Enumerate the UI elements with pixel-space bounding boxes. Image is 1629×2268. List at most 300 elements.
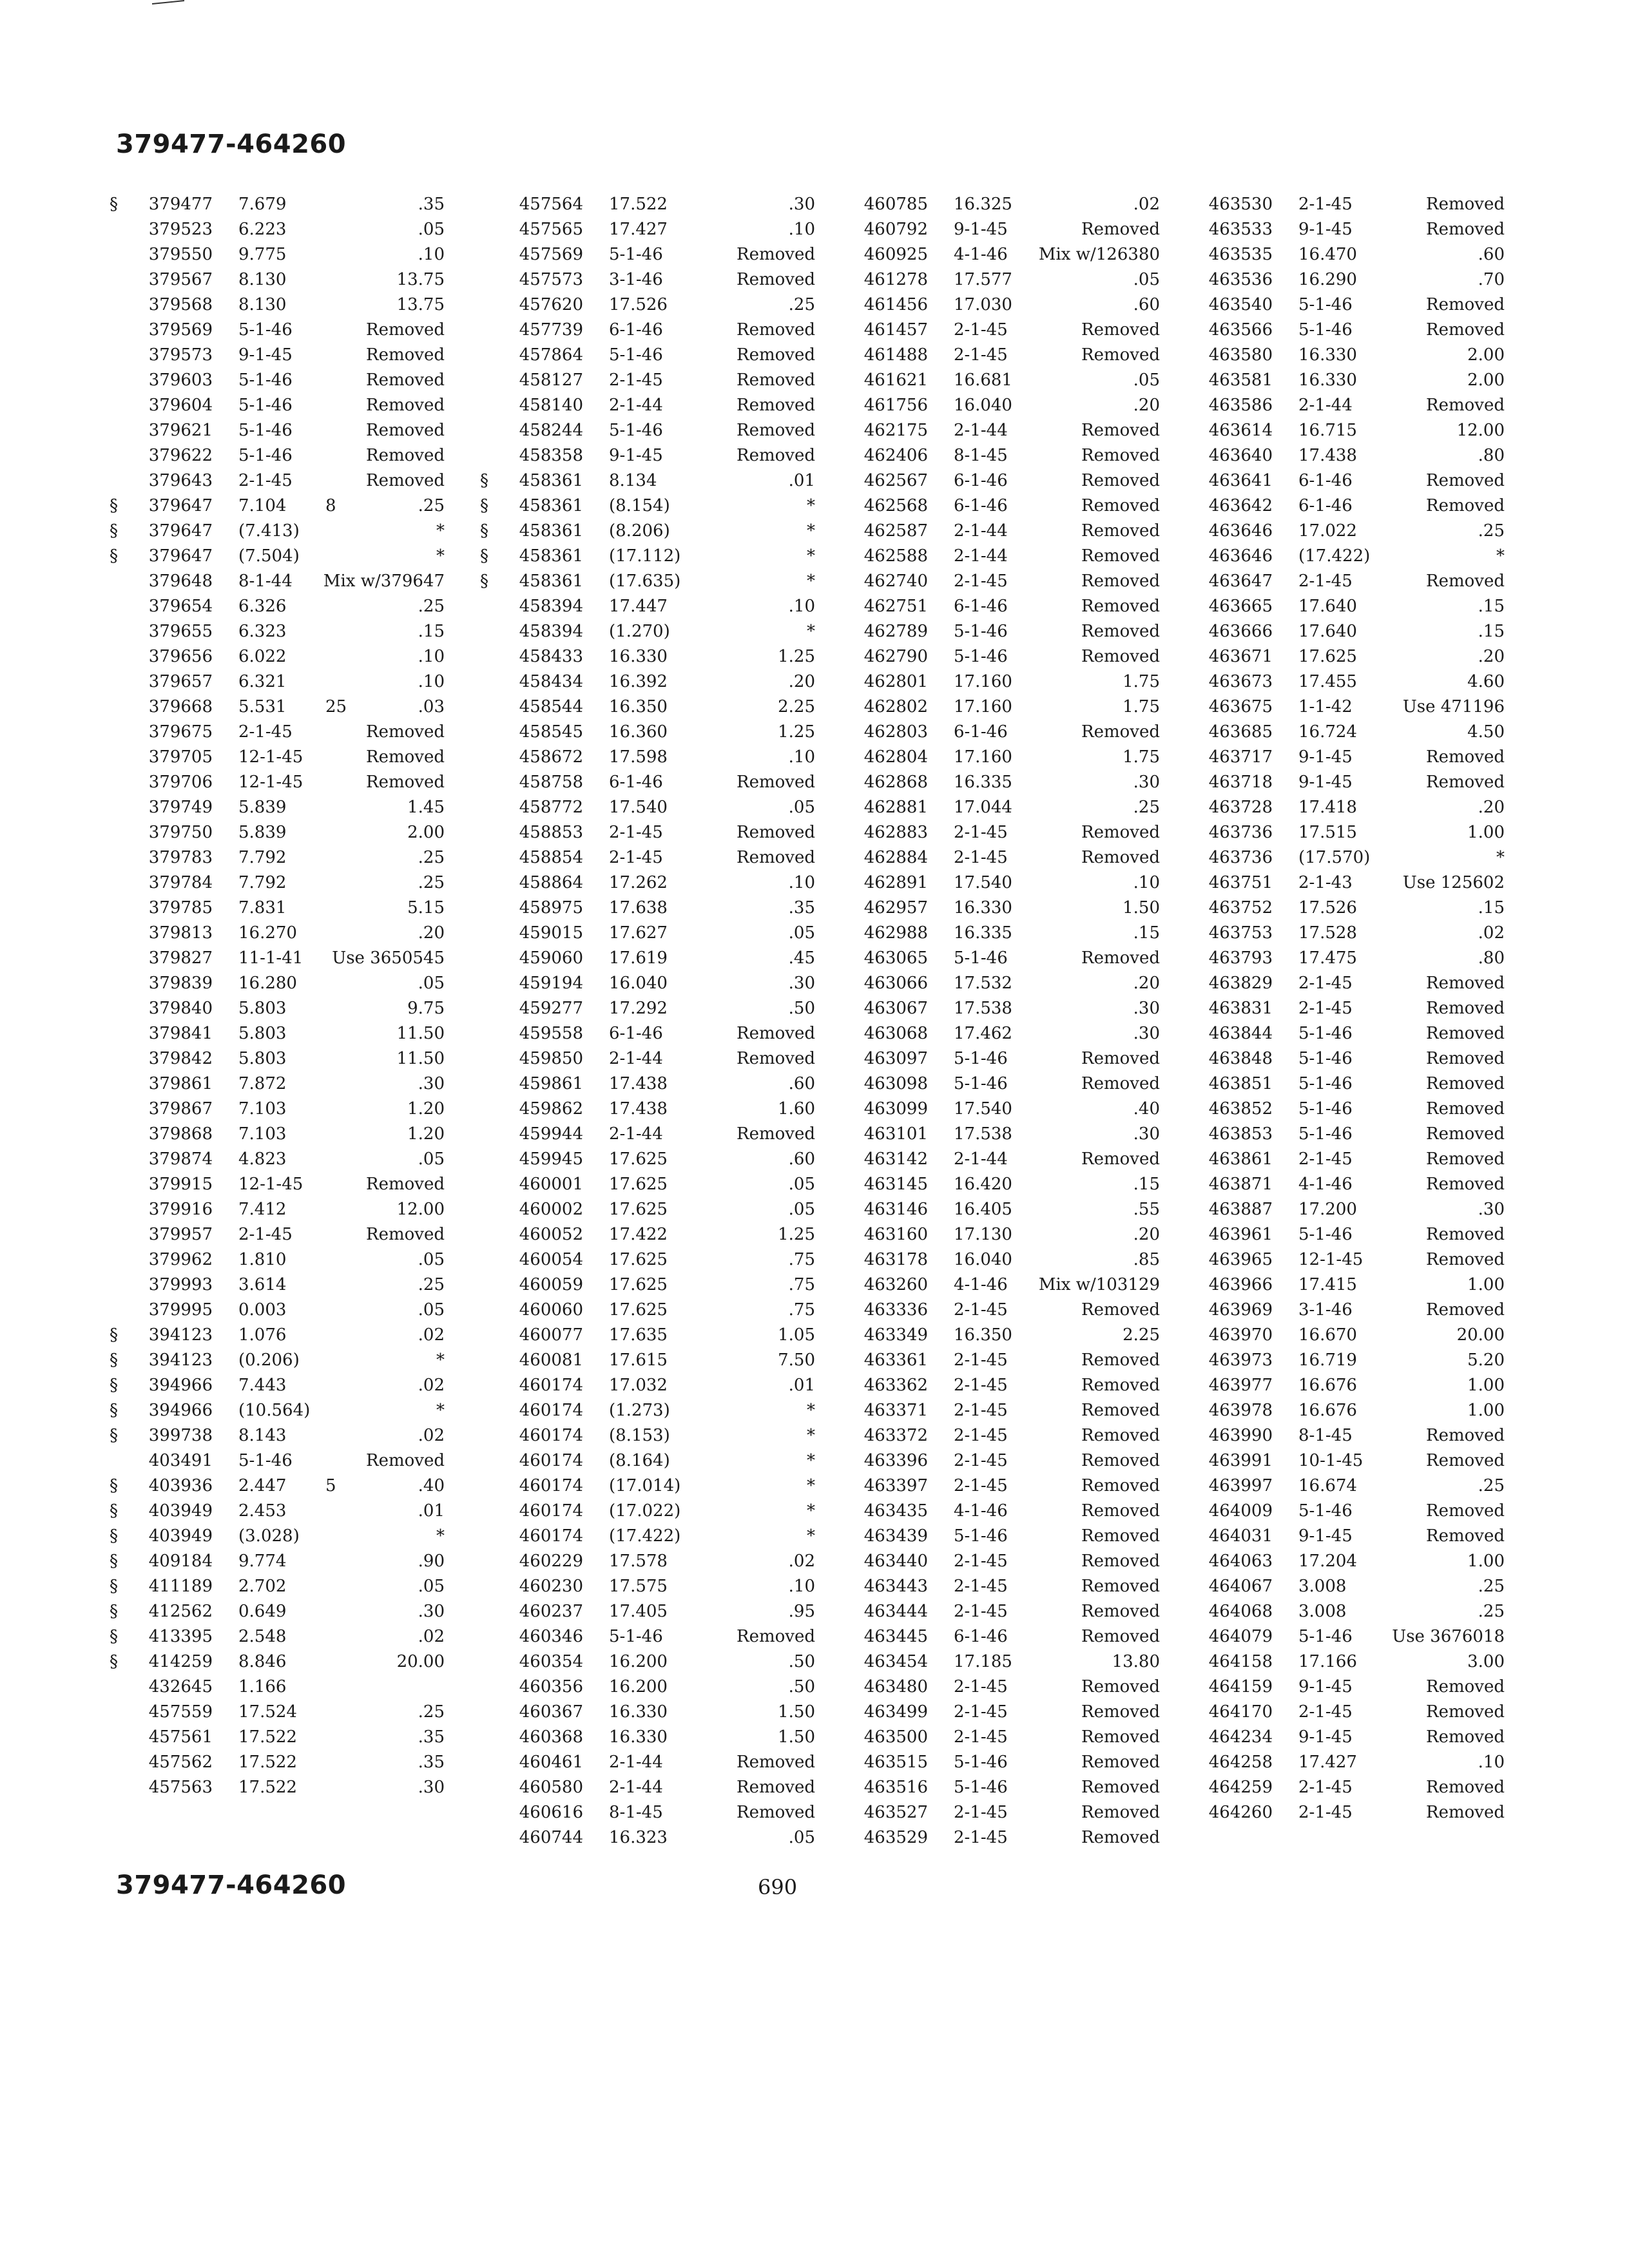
patent-value: 1.50 — [778, 1702, 815, 1722]
patent-number: 458394 — [519, 622, 583, 641]
table-row — [825, 443, 1160, 468]
table-row — [825, 669, 1160, 695]
patent-value: .05 — [418, 1250, 445, 1269]
patent-value: Mix w/379647 — [323, 572, 445, 591]
patent-value: * — [807, 496, 815, 515]
patent-value: Removed — [1081, 1627, 1160, 1646]
patent-date-or-rate: 5-1-46 — [238, 446, 293, 465]
patent-number: 463685 — [1208, 722, 1273, 742]
patent-value: Removed — [1426, 999, 1505, 1018]
patent-value: * — [807, 546, 815, 566]
patent-number: 460174 — [519, 1501, 583, 1521]
patent-number: 463336 — [863, 1300, 928, 1320]
patent-value: .05 — [418, 1300, 445, 1320]
patent-number: 459861 — [519, 1074, 583, 1093]
patent-date-or-rate: 2-1-45 — [954, 1602, 1008, 1621]
patent-date-or-rate: 9-1-45 — [1298, 747, 1353, 767]
patent-number: 457562 — [148, 1753, 213, 1772]
patent-number: 458545 — [519, 722, 583, 742]
patent-value: 1.00 — [1467, 1376, 1505, 1395]
patent-number: 379995 — [148, 1300, 213, 1320]
patent-number: 464079 — [1208, 1627, 1273, 1646]
patent-number: 379962 — [148, 1250, 213, 1269]
patent-value: Removed — [737, 1778, 815, 1797]
patent-value: 20.00 — [396, 1652, 445, 1671]
patent-date-or-rate: 8-1-45 — [609, 1803, 663, 1822]
patent-date-or-rate: 4-1-46 — [954, 245, 1008, 264]
patent-date-or-rate: (17.570) — [1298, 848, 1371, 867]
patent-date-or-rate: 16.280 — [238, 974, 297, 993]
patent-date-or-rate: 17.427 — [609, 220, 668, 239]
patent-date-or-rate: 17.625 — [609, 1149, 668, 1169]
patent-date-or-rate: 0.003 — [238, 1300, 287, 1320]
patent-number: 458544 — [519, 697, 583, 716]
table-row — [110, 996, 445, 1021]
patent-number: 463831 — [1208, 999, 1273, 1018]
patent-number: 460052 — [519, 1225, 583, 1244]
patent-date-or-rate: 16.715 — [1298, 421, 1357, 440]
patent-value: .10 — [788, 1577, 815, 1596]
patent-value: Removed — [1081, 496, 1160, 515]
patent-date-or-rate: 6-1-46 — [609, 1024, 663, 1043]
patent-date-or-rate: 2-1-43 — [1298, 873, 1353, 892]
patent-number: 463887 — [1208, 1200, 1273, 1219]
patent-date-or-rate: 12-1-45 — [238, 773, 304, 792]
patent-number: 463586 — [1208, 396, 1273, 415]
table-row — [1170, 1675, 1505, 1700]
patent-value: 12.00 — [396, 1200, 445, 1219]
patent-number: 432645 — [148, 1677, 213, 1696]
table-row — [1170, 1750, 1505, 1775]
patent-value: 1.60 — [778, 1099, 815, 1119]
patent-number: 379784 — [148, 873, 213, 892]
patent-number: 464031 — [1208, 1526, 1273, 1546]
patent-value: Removed — [366, 773, 445, 792]
patent-number: 463665 — [1208, 597, 1273, 616]
patent-date-or-rate: (17.422) — [609, 1526, 681, 1546]
patent-number: 463145 — [863, 1175, 928, 1194]
table-row — [1170, 1524, 1505, 1549]
patent-number: 459944 — [519, 1124, 583, 1144]
patent-date-or-rate: 17.422 — [609, 1225, 668, 1244]
patent-date-or-rate: 16.674 — [1298, 1476, 1357, 1495]
patent-date-or-rate: 2-1-45 — [954, 1577, 1008, 1596]
patent-number: 460054 — [519, 1250, 583, 1269]
patent-value: Removed — [1081, 1049, 1160, 1068]
patent-date-or-rate: 9-1-45 — [1298, 1677, 1353, 1696]
patent-value: Removed — [1426, 1677, 1505, 1696]
patent-number: 459862 — [519, 1099, 583, 1119]
scan-mark — [152, 0, 184, 5]
patent-value: .35 — [418, 1753, 445, 1772]
patent-value: .20 — [788, 672, 815, 691]
patent-value: Removed — [366, 1451, 445, 1470]
patent-value: 20.00 — [1456, 1325, 1505, 1345]
patent-value: Removed — [366, 345, 445, 365]
patent-value: Removed — [1081, 1828, 1160, 1847]
patent-date-or-rate: 16.330 — [609, 1727, 668, 1747]
patent-number: 463673 — [1208, 672, 1273, 691]
patent-value: Removed — [1426, 572, 1505, 591]
table-row — [110, 1097, 445, 1122]
table-row — [480, 1247, 815, 1273]
table-row — [1170, 1423, 1505, 1448]
patent-date-or-rate: 1.810 — [238, 1250, 287, 1269]
patent-date-or-rate: 17.640 — [1298, 622, 1357, 641]
patent-date-or-rate: 17.640 — [1298, 597, 1357, 616]
patent-number: 463454 — [863, 1652, 928, 1671]
patent-date-or-rate: (17.422) — [1298, 546, 1371, 566]
patent-number: 457573 — [519, 270, 583, 289]
patent-number: 463861 — [1208, 1149, 1273, 1169]
patent-value: .25 — [418, 848, 445, 867]
patent-value: Removed — [1426, 496, 1505, 515]
patent-value: .02 — [1133, 195, 1160, 214]
patent-number: 463717 — [1208, 747, 1273, 767]
patent-value: * — [807, 1501, 815, 1521]
patent-value: Removed — [737, 1803, 815, 1822]
section-mark: § — [110, 1350, 118, 1370]
patent-date-or-rate: 17.166 — [1298, 1652, 1357, 1671]
table-row — [1170, 896, 1505, 921]
patent-date-or-rate: 5-1-46 — [954, 1049, 1008, 1068]
patent-value: Removed — [1426, 471, 1505, 490]
patent-value: Removed — [737, 245, 815, 264]
patent-date-or-rate: 2-1-45 — [1298, 1149, 1353, 1169]
patent-date-or-rate: 17.418 — [1298, 798, 1357, 817]
patent-value: .60 — [1133, 295, 1160, 314]
patent-number: 463444 — [863, 1602, 928, 1621]
table-row — [825, 870, 1160, 896]
patent-number: 379785 — [148, 898, 213, 918]
patent-number: 463566 — [1208, 320, 1273, 340]
patent-number: 460174 — [519, 1426, 583, 1445]
patent-number: 394123 — [148, 1350, 213, 1370]
patent-value: 12.00 — [1456, 421, 1505, 440]
patent-date-or-rate: 17.538 — [954, 999, 1012, 1018]
patent-value: Removed — [1081, 421, 1160, 440]
patent-value: .10 — [1133, 873, 1160, 892]
patent-value: .15 — [1478, 597, 1505, 616]
table-row — [110, 1046, 445, 1072]
patent-date-or-rate: 5-1-46 — [1298, 295, 1353, 314]
table-row — [1170, 1474, 1505, 1499]
patent-number: 463991 — [1208, 1451, 1273, 1470]
table-row — [110, 242, 445, 267]
patent-number: 463146 — [863, 1200, 928, 1219]
table-row — [480, 1574, 815, 1599]
table-row — [110, 870, 445, 896]
patent-value: .30 — [1133, 1124, 1160, 1144]
table-row — [825, 1373, 1160, 1398]
table-row — [1170, 1197, 1505, 1222]
patent-number: 463435 — [863, 1501, 928, 1521]
table-row — [825, 770, 1160, 795]
patent-value: Removed — [737, 396, 815, 415]
patent-date-or-rate: 1-1-42 — [1298, 697, 1353, 716]
table-row — [1170, 1700, 1505, 1725]
patent-number: 463260 — [863, 1275, 928, 1294]
patent-number: 379813 — [148, 923, 213, 943]
patent-value: .75 — [788, 1300, 815, 1320]
patent-date-or-rate: 2-1-45 — [954, 848, 1008, 867]
patent-date-or-rate: 6-1-46 — [1298, 471, 1353, 490]
table-row — [1170, 820, 1505, 845]
patent-number: 462587 — [863, 521, 928, 541]
table-row — [825, 569, 1160, 594]
patent-date-or-rate: 2-1-44 — [609, 396, 663, 415]
table-row — [480, 242, 815, 267]
patent-date-or-rate: 4-1-46 — [954, 1275, 1008, 1294]
table-row — [110, 418, 445, 443]
patent-date-or-rate: 16.200 — [609, 1677, 668, 1696]
patent-date-or-rate: 8.130 — [238, 270, 287, 289]
patent-date-or-rate: 2-1-45 — [954, 1426, 1008, 1445]
patent-value: .30 — [1478, 1200, 1505, 1219]
table-row — [480, 946, 815, 971]
patent-value: Removed — [1081, 823, 1160, 842]
patent-value: .20 — [1133, 1225, 1160, 1244]
patent-date-or-rate: 17.540 — [954, 873, 1012, 892]
patent-number: 399738 — [148, 1426, 213, 1445]
table-row — [825, 494, 1160, 519]
table-row — [110, 770, 445, 795]
table-row — [825, 1072, 1160, 1097]
patent-date-or-rate: 17.160 — [954, 672, 1012, 691]
patent-value: Removed — [1081, 1300, 1160, 1320]
table-row — [110, 217, 445, 242]
patent-value: Removed — [366, 747, 445, 767]
patent-value: 2.25 — [1123, 1325, 1160, 1345]
patent-date-or-rate: 5-1-46 — [1298, 1074, 1353, 1093]
patent-date-or-rate: 5-1-46 — [954, 1753, 1008, 1772]
patent-value: Removed — [1081, 722, 1160, 742]
patent-number: 379915 — [148, 1175, 213, 1194]
patent-date-or-rate: 17.455 — [1298, 672, 1357, 691]
patent-value: .05 — [1133, 370, 1160, 390]
patent-date-or-rate: 9-1-45 — [1298, 773, 1353, 792]
patent-number: 379568 — [148, 295, 213, 314]
patent-number: 463371 — [863, 1401, 928, 1420]
patent-date-or-rate: 2-1-45 — [954, 1350, 1008, 1370]
patent-date-or-rate: 2-1-45 — [609, 848, 663, 867]
patent-date-or-rate: 8-1-44 — [238, 572, 293, 591]
patent-number: 462751 — [863, 597, 928, 616]
table-row — [110, 1775, 445, 1800]
patent-date-or-rate: 6-1-46 — [954, 722, 1008, 742]
patent-number: 463844 — [1208, 1024, 1273, 1043]
patent-value: .20 — [1478, 647, 1505, 666]
patent-value: Removed — [1081, 1149, 1160, 1169]
patent-value: .30 — [418, 1778, 445, 1797]
patent-number: 463647 — [1208, 572, 1273, 591]
patent-number: 464170 — [1208, 1702, 1273, 1722]
table-row — [1170, 745, 1505, 770]
table-row — [1170, 293, 1505, 318]
patent-date-or-rate: 5.839 — [238, 823, 287, 842]
table-row — [825, 217, 1160, 242]
patent-number: 462801 — [863, 672, 928, 691]
table-row — [825, 619, 1160, 644]
patent-value: .15 — [418, 622, 445, 641]
patent-number: 459558 — [519, 1024, 583, 1043]
patent-number: 460368 — [519, 1727, 583, 1747]
table-row — [110, 1624, 445, 1649]
patent-number: 459015 — [519, 923, 583, 943]
table-row — [825, 1825, 1160, 1850]
patent-date-or-rate: 17.540 — [609, 798, 668, 817]
patent-date-or-rate: 17.032 — [609, 1376, 668, 1395]
patent-date-or-rate: 8.143 — [238, 1426, 287, 1445]
patent-value: .60 — [788, 1074, 815, 1093]
patent-date-or-rate: 17.447 — [609, 597, 668, 616]
patent-date-or-rate: 17.625 — [609, 1250, 668, 1269]
patent-date-or-rate: 2-1-45 — [954, 1401, 1008, 1420]
patent-number: 463065 — [863, 948, 928, 968]
patent-date-or-rate: 2-1-45 — [238, 1225, 293, 1244]
table-row — [480, 1373, 815, 1398]
patent-value: Removed — [737, 1024, 815, 1043]
table-row — [110, 1072, 445, 1097]
patent-date-or-rate: 7.831 — [238, 898, 287, 918]
patent-value: Removed — [1081, 1677, 1160, 1696]
patent-value: Removed — [1081, 521, 1160, 541]
patent-date-or-rate: 2.453 — [238, 1501, 287, 1521]
patent-date-or-rate: 16.335 — [954, 923, 1012, 943]
table-row — [825, 594, 1160, 619]
patent-number: 379861 — [148, 1074, 213, 1093]
patent-date-or-rate: 3-1-46 — [609, 270, 663, 289]
patent-number: 463439 — [863, 1526, 928, 1546]
table-row — [825, 1549, 1160, 1574]
table-row — [825, 343, 1160, 368]
patent-date-or-rate: 9.774 — [238, 1552, 287, 1571]
patent-value: .05 — [788, 1828, 815, 1847]
patent-number: 458127 — [519, 370, 583, 390]
patent-value: .15 — [1133, 923, 1160, 943]
patent-number: 463480 — [863, 1677, 928, 1696]
patent-value: .70 — [1478, 270, 1505, 289]
table-row — [1170, 443, 1505, 468]
section-mark: § — [480, 471, 488, 490]
table-row — [825, 1097, 1160, 1122]
table-row — [825, 393, 1160, 418]
table-row — [480, 695, 815, 720]
table-row — [480, 192, 815, 217]
patent-date-or-rate: 17.524 — [238, 1702, 297, 1722]
table-row — [1170, 1574, 1505, 1599]
patent-date-or-rate: 5-1-46 — [1298, 1225, 1353, 1244]
patent-value: .01 — [418, 1501, 445, 1521]
patent-date-or-rate: 2-1-45 — [954, 1677, 1008, 1696]
patent-date-or-rate: (3.028) — [238, 1526, 300, 1546]
patent-number: 457569 — [519, 245, 583, 264]
patent-value: Removed — [1426, 1727, 1505, 1747]
patent-date-or-rate: 8.130 — [238, 295, 287, 314]
patent-number: 458361 — [519, 521, 583, 541]
patent-number: 463160 — [863, 1225, 928, 1244]
patent-date-or-rate: 17.538 — [954, 1124, 1012, 1144]
patent-number: 463142 — [863, 1149, 928, 1169]
patent-value: Removed — [1081, 446, 1160, 465]
patent-value: .25 — [418, 873, 445, 892]
patent-number: 463646 — [1208, 521, 1273, 541]
table-row — [825, 946, 1160, 971]
patent-number: 379603 — [148, 370, 213, 390]
patent-value: Removed — [1426, 1149, 1505, 1169]
patent-value: 4.60 — [1467, 672, 1505, 691]
patent-number: 458140 — [519, 396, 583, 415]
patent-date-or-rate: 16.290 — [1298, 270, 1357, 289]
patent-value: 2.00 — [1467, 345, 1505, 365]
patent-number: 379655 — [148, 622, 213, 641]
patent-number: 457564 — [519, 195, 583, 214]
table-row — [1170, 368, 1505, 393]
patent-date-or-rate: 17.522 — [609, 195, 668, 214]
patent-value: .25 — [1478, 1577, 1505, 1596]
patent-date-or-rate: 2-1-45 — [954, 345, 1008, 365]
table-row — [1170, 1298, 1505, 1323]
patent-value: Removed — [1081, 1426, 1160, 1445]
patent-value: .30 — [1133, 999, 1160, 1018]
patent-number: 460174 — [519, 1376, 583, 1395]
patent-date-or-rate: 17.635 — [609, 1325, 668, 1345]
patent-value: Removed — [1081, 597, 1160, 616]
patent-value: Mix w/103129 — [1038, 1275, 1160, 1294]
patent-value: Removed — [1081, 572, 1160, 591]
patent-number: 460785 — [863, 195, 928, 214]
table-row — [480, 1499, 815, 1524]
patent-value: .05 — [418, 220, 445, 239]
patent-value: * — [807, 1426, 815, 1445]
patent-date-or-rate: 16.350 — [609, 697, 668, 716]
patent-value: Removed — [1426, 1175, 1505, 1194]
patent-number: 412562 — [148, 1602, 213, 1621]
patent-date-or-rate: 5-1-46 — [954, 1778, 1008, 1797]
table-row — [110, 695, 445, 720]
patent-number: 379783 — [148, 848, 213, 867]
patent-value: Removed — [1081, 546, 1160, 566]
table-row — [1170, 343, 1505, 368]
patent-value: .10 — [788, 747, 815, 767]
patent-date-or-rate: 2-1-45 — [954, 1727, 1008, 1747]
patent-value: Removed — [1081, 1577, 1160, 1596]
patent-value: .25 — [1478, 521, 1505, 541]
table-row — [825, 1348, 1160, 1373]
patent-date-or-rate: 8.846 — [238, 1652, 287, 1671]
patent-number: 460002 — [519, 1200, 583, 1219]
patent-number: 409184 — [148, 1552, 213, 1571]
patent-number: 379842 — [148, 1049, 213, 1068]
patent-date-or-rate: 5-1-46 — [238, 370, 293, 390]
patent-date-or-rate: 16.676 — [1298, 1401, 1357, 1420]
table-row — [480, 669, 815, 695]
patent-date-or-rate: (7.413) — [238, 521, 300, 541]
patent-number: 463997 — [1208, 1476, 1273, 1495]
patent-value: .05 — [788, 1200, 815, 1219]
table-row — [110, 293, 445, 318]
table-row — [825, 1775, 1160, 1800]
patent-date-or-rate: (1.270) — [609, 622, 670, 641]
patent-number: 462740 — [863, 572, 928, 591]
patent-date-or-rate: (17.112) — [609, 546, 681, 566]
patent-number: 463751 — [1208, 873, 1273, 892]
patent-value: 1.75 — [1123, 672, 1160, 691]
patent-number: 463736 — [1208, 823, 1273, 842]
patent-value: .10 — [1478, 1753, 1505, 1772]
patent-date-or-rate: 2-1-45 — [609, 823, 663, 842]
patent-value: Removed — [366, 320, 445, 340]
